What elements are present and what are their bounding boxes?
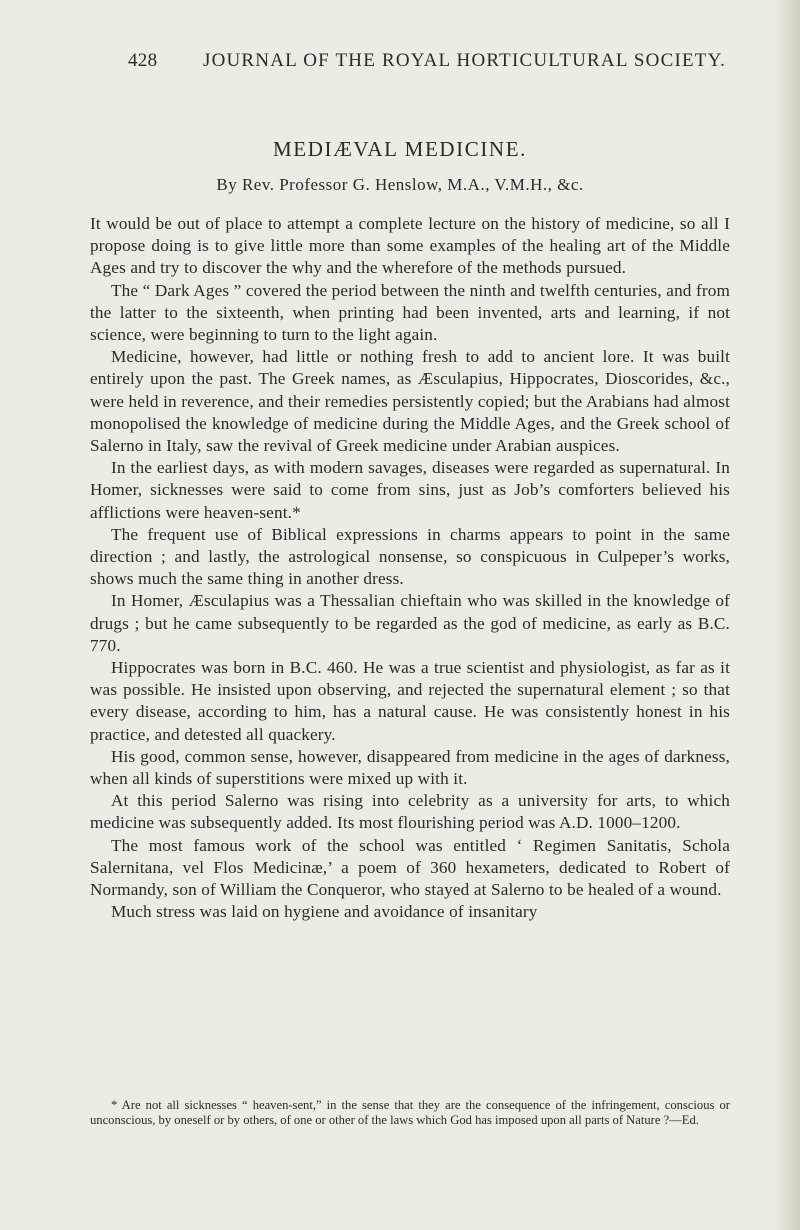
page-header (128, 50, 727, 76)
footnote: * Are not all sicknesses “ heaven-sent,” in the sense that they are the consequence of the infringement, conscious or unconscious, by oneself or by others, of one or other of the laws which God has imposed upon all parts of Nature ?—Ed. (90, 1098, 730, 1128)
paragraph: It would be out of place to attempt a complete lecture on the history of medicine, so all I propose doing is to give little more than some examples of the healing art of the Middle Ages and try to discover the why and the wherefore of the methods pursued. (90, 214, 730, 278)
paragraph: Hippocrates was born in B.C. 460. He was a true scientist and physiologist, as far as it was possible. He insisted upon observing, and rejected the supernatural element ; so that every disease, according to him, has a natural cause. He was consistently honest in his practice, and detested all quackery. (90, 658, 730, 744)
paragraph: Much stress was laid on hygiene and avoidance of insanitary (111, 902, 538, 922)
paragraph: His good, common sense, however, disappeared from medicine in the ages of darkness, when all kinds of superstitions were mixed up with it. (90, 746, 730, 789)
paragraph: The “ Dark Ages ” covered the period between the ninth and twelfth centuries, and from the latter to the sixteenth, when printing had been invented, arts and learning, if not science, were beginning to turn to the light again. (90, 280, 731, 345)
article-body (90, 213, 730, 924)
running-head: JOURNAL OF THE ROYAL HORTICULTURAL SOCIETY. (203, 50, 727, 71)
paragraph: In the earliest days, as with modern savages, diseases were regarded as supernatural. In Homer, sicknesses were said to come from sins, just as Job’s comforters believed his afflictions were heaven-sent.* (90, 458, 730, 522)
paragraph: Medicine, however, had little or nothing fresh to add to ancient lore. It was built entirely upon the past. The Greek names, as Æsculapius, Hippocrates, Dioscorides, &c., were held in reverence, and their remedies persistently copied; but the Arabians had almost monopolised the knowledge of medicine during the Middle Ages, and the Greek school of Salerno in Italy, saw the revival of Greek medicine under Arabian auspices. (90, 347, 730, 456)
article-title: MEDIÆVAL MEDICINE. (273, 137, 527, 161)
paragraph: The frequent use of Biblical expressions in charms appears to point in the same direction ; and lastly, the astrological nonsense, so conspicuous in Culpeper’s works, shows much the same thing in another dress. (90, 524, 730, 589)
paragraph: The most famous work of the school was entitled ‘ Regimen Sanitatis, Schola Salernitana, vel Flos Medicinæ,’ a poem of 360 hexameters, dedicated to Robert of Normandy, son of William the Conqueror, who stayed at Salerno to be healed of a wound. (90, 835, 730, 900)
paragraph: At this period Salerno was rising into celebrity as a university for arts, to which medicine was subsequently added. Its most flourishing period was A.D. 1000–1200. (90, 791, 730, 833)
article-byline: By Rev. Professor G. Henslow, M.A., V.M.H., &c. (216, 175, 584, 194)
paragraph: In Homer, Æsculapius was a Thessalian chieftain who was skilled in the knowledge of drugs ; but he came subsequently to be regarded as the god of medicine, as early as B.C. 770. (90, 591, 730, 655)
page-number: 428 (128, 50, 158, 71)
